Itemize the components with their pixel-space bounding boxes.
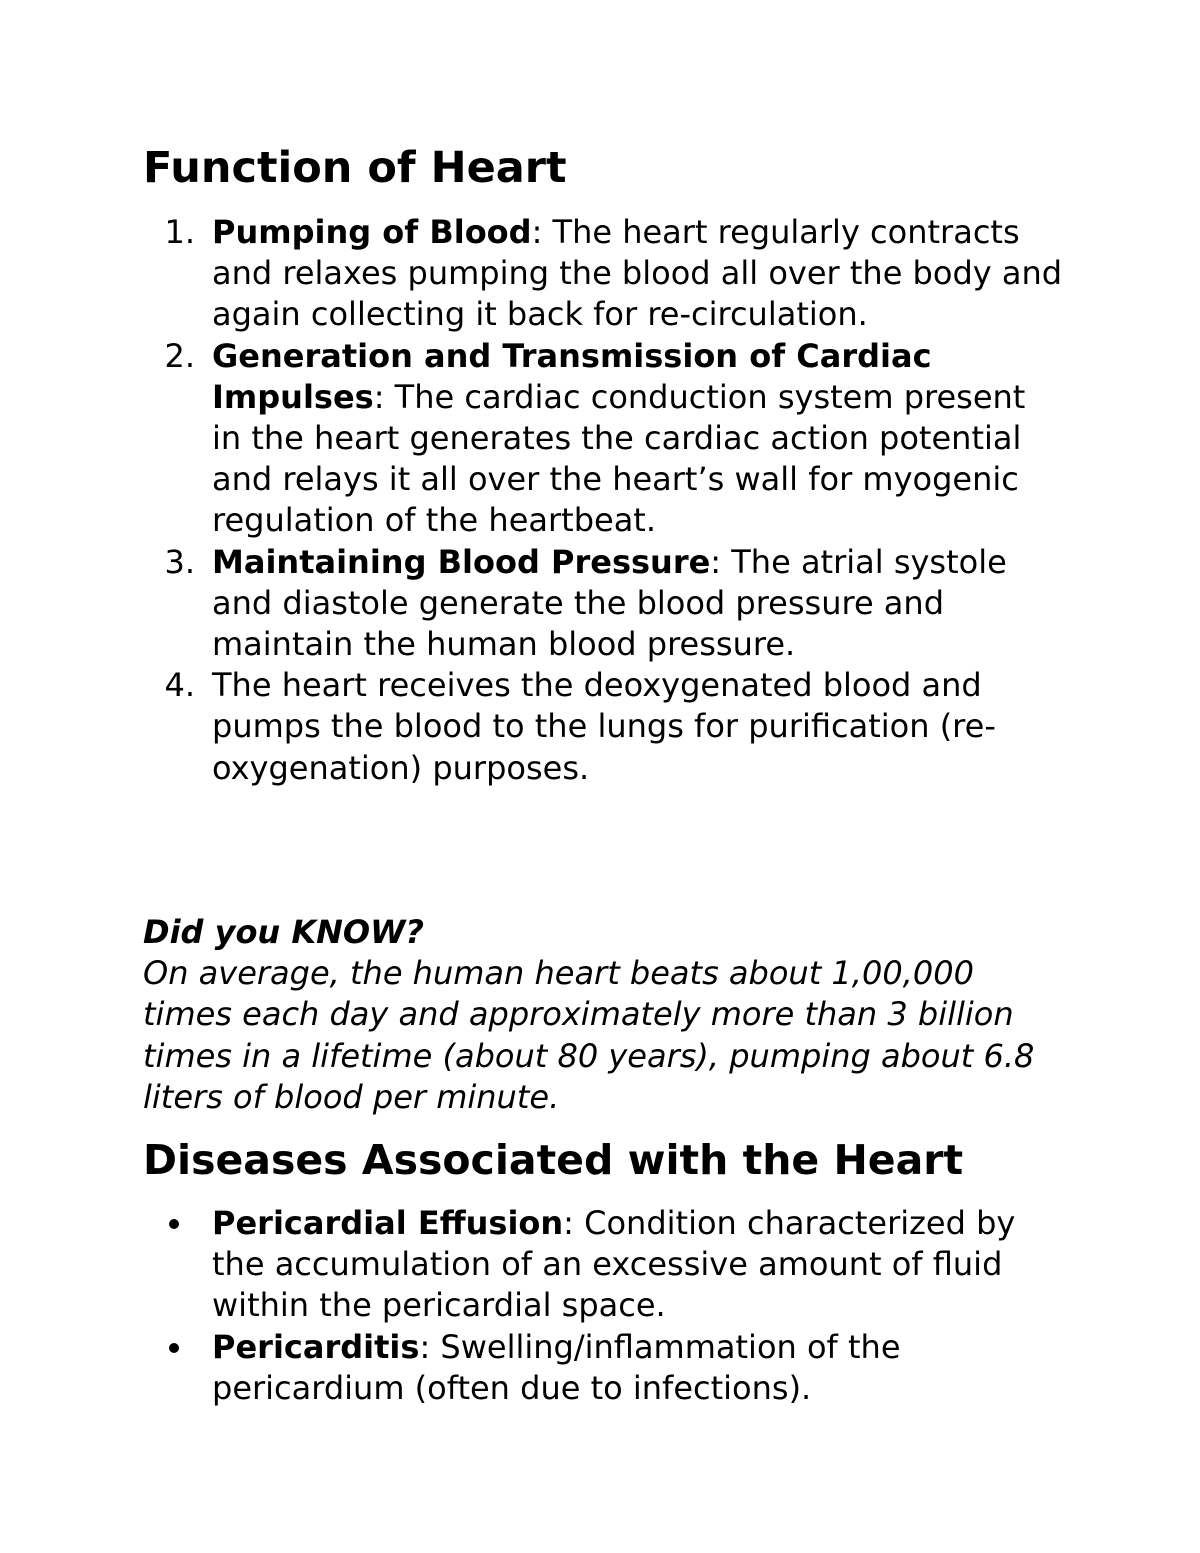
list-item-term: Maintaining Blood Pressure (212, 542, 711, 581)
list-item-text: : The atrial systole and diastole generate the blood pressure and maintain the human blood pressure. (212, 542, 1007, 664)
list-item (143, 212, 1063, 336)
did-you-know-box (143, 912, 1063, 1118)
did-you-know-body: On average, the human heart beats about 1,00,000 times each day and approximately more than 3 billion times in a lifetime (about 80 years), pumping about 6.8 liters of blood per minute. (143, 954, 1035, 1116)
list-item (143, 336, 1063, 542)
list-number: 1. (164, 213, 195, 251)
list-item (143, 1203, 1063, 1327)
list-item (143, 1327, 1063, 1409)
list-item (143, 665, 1063, 789)
function-list (143, 212, 1063, 789)
list-item-text: The heart receives the deoxygenated blood and pumps the blood to the lungs for purification (re-oxygenation) purposes. (212, 666, 996, 787)
bullet-icon (169, 1219, 179, 1229)
list-item-text: : The heart regularly contracts and relaxes pumping the blood all over the body and again collecting it back for re-circulation. (212, 213, 1063, 334)
list-item-text: : The cardiac conduction system present in the heart generates the cardiac action potential and relays it all over the heart’s wall for myogenic regulation of the heartbeat. (212, 377, 1026, 540)
list-item-text: : Swelling/inflammation of the pericardium (often due to infections). (212, 1327, 901, 1407)
list-item-term: Pericarditis (212, 1327, 420, 1366)
list-number: 4. (164, 666, 195, 705)
did-you-know-title: Did you KNOW? (143, 913, 424, 951)
list-item (143, 542, 1063, 666)
section-heading-diseases: Diseases Associated with the Heart (143, 1136, 964, 1184)
bullet-icon (169, 1343, 179, 1353)
list-item-term: Pumping of Blood (212, 213, 532, 251)
section-heading-function-of-heart: Function of Heart (143, 143, 567, 193)
list-item-text: : Condition characterized by the accumulation of an excessive amount of fluid within the pericardial space. (212, 1204, 1016, 1325)
diseases-list (143, 1203, 1063, 1409)
list-item-term: Pericardial Effusion (212, 1204, 564, 1242)
list-item-term: Generation and Transmission of Cardiac Impulses (212, 336, 932, 416)
list-number: 2. (164, 336, 195, 375)
list-number: 3. (164, 542, 195, 581)
